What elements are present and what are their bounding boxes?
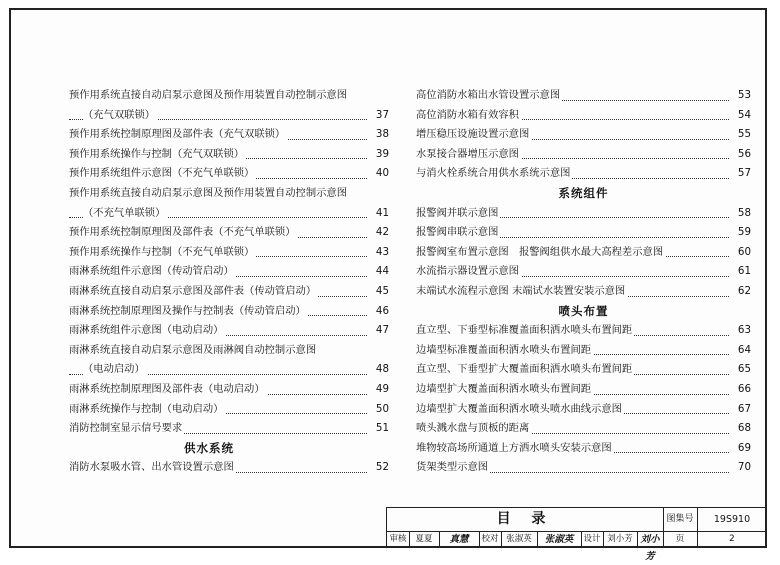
toc-entry[interactable]: [416, 321, 751, 341]
toc-entry-page: 38: [369, 125, 389, 145]
toc-entry-page: 39: [369, 145, 389, 165]
toc-entry[interactable]: [416, 400, 751, 420]
toc-entry-title: 消防控制室显示信号要求: [69, 422, 183, 435]
toc-entry[interactable]: [416, 223, 751, 243]
toc-entry-title: 水泵接合器增压示意图: [416, 147, 519, 160]
checker-signature: 张淑英: [537, 531, 582, 548]
toc-entry-title: 边墙型扩大覆盖面积洒水喷头喷水曲线示意图: [416, 402, 622, 415]
toc-entry[interactable]: [69, 106, 389, 126]
toc-entry-page: 42: [369, 223, 389, 243]
toc-entry[interactable]: [416, 106, 751, 126]
toc-entry[interactable]: [69, 341, 389, 361]
toc-entry-title: 雨淋系统直接自动启泵示意图及雨淋阀自动控制示意图: [69, 343, 317, 356]
toc-entry-page: 40: [369, 164, 389, 184]
toc-entry-page: 50: [369, 400, 389, 420]
toc-entry-title: （不充气单联锁）: [83, 206, 166, 219]
toc-entry-page: 44: [369, 262, 389, 282]
toc-entry-title: 雨淋系统组件示意图（电动启动）: [69, 324, 224, 337]
check-label: 校对: [479, 531, 502, 548]
toc-entry-page: 65: [731, 360, 751, 380]
checker-name: 张淑英: [501, 531, 538, 548]
toc-entry-page: 61: [731, 262, 751, 282]
toc-entry[interactable]: [69, 223, 389, 243]
title-block: [386, 507, 767, 562]
page-number: 2: [729, 534, 735, 544]
toc-entry-title: 雨淋系统操作与控制（电动启动）: [69, 402, 224, 415]
design-label: 设计: [581, 531, 604, 548]
toc-entry[interactable]: [69, 419, 389, 439]
toc-entry-title: 预作用系统直接自动启泵示意图及预作用装置自动控制示意图: [69, 89, 348, 101]
toc-entry-page: 41: [369, 204, 389, 224]
toc-entry-title: 堆物较高场所通道上方洒水喷头安装示意图: [416, 441, 612, 454]
toc-entry-title: 水流指示器设置示意图: [416, 265, 519, 278]
toc-entry-page: 47: [369, 321, 389, 341]
section-heading: 喷头布置: [558, 303, 609, 318]
toc-entry-title: 末端试水流程示意图 末端试水装置安装示意图: [416, 284, 626, 297]
toc-entry[interactable]: [69, 360, 389, 380]
toc-entry[interactable]: [69, 86, 389, 106]
toc-entry[interactable]: [69, 400, 389, 420]
toc-entry-page: 60: [731, 243, 751, 263]
toc-entry[interactable]: [69, 243, 389, 263]
toc-entry[interactable]: [416, 125, 751, 145]
toc-entry-page: 68: [731, 419, 751, 439]
toc-entry[interactable]: [416, 282, 751, 302]
toc-entry-page: 37: [369, 106, 389, 126]
atlas-number-label: 图集号: [663, 508, 698, 532]
toc-entry[interactable]: [416, 341, 751, 361]
toc-entry-title: 与消火栓系统合用供水系统示意图: [416, 167, 571, 180]
toc-entry-title: 消防水泵吸水管、出水管设置示意图: [69, 461, 234, 474]
toc-entry-page: 62: [731, 282, 751, 302]
toc-entry-title: 预作用系统操作与控制（不充气单联锁）: [69, 245, 255, 258]
page-label: 页: [663, 531, 698, 548]
toc-entry-title: 喷头溅水盘与顶板的距离: [416, 422, 530, 435]
toc-entry-title: 雨淋系统直接自动启泵示意图及部件表（传动管启动）: [69, 284, 317, 297]
toc-entry-title: 报警阀串联示意图: [416, 226, 499, 239]
atlas-number: 19S910: [697, 508, 767, 532]
toc-entry-page: 43: [369, 243, 389, 263]
toc-entry[interactable]: [69, 184, 389, 204]
drawing-sheet: [9, 8, 767, 562]
designer-signature: 刘小芳: [637, 531, 664, 548]
toc-entry-title: 货架类型示意图: [416, 461, 489, 474]
toc-right-column: [416, 86, 751, 478]
review-label: 审核: [387, 531, 410, 548]
toc-entry-title: 高位消防水箱有效容积: [416, 108, 519, 121]
toc-entry[interactable]: [416, 164, 751, 184]
toc-entry-page: 58: [731, 204, 751, 224]
toc-entry-page: 57: [731, 164, 751, 184]
toc-entry[interactable]: [69, 321, 389, 341]
toc-entry-title: （充气双联锁）: [83, 108, 156, 121]
toc-entry[interactable]: [69, 262, 389, 282]
toc-entry-title: 预作用系统直接自动启泵示意图及预作用装置自动控制示意图: [69, 186, 348, 199]
toc-entry-title: 预作用系统控制原理图及部件表（充气双联锁）: [69, 128, 286, 141]
toc-entry-page: 63: [731, 321, 751, 341]
toc-entry[interactable]: [416, 145, 751, 165]
toc-entry-page: 67: [731, 400, 751, 420]
toc-entry[interactable]: [416, 439, 751, 459]
toc-entry[interactable]: [69, 204, 389, 224]
section-heading: 供水系统: [184, 440, 234, 455]
toc-entry-title: 雨淋系统控制原理图及部件表（电动启动）: [69, 382, 265, 395]
toc-left-column: [69, 86, 389, 478]
toc-entry-title: 高位消防水箱出水管设置示意图: [416, 89, 561, 101]
toc-entry[interactable]: [416, 262, 751, 282]
toc-entry-title: 边墙型扩大覆盖面积洒水喷头布置间距: [416, 382, 592, 395]
toc-entry-page: 64: [731, 341, 751, 361]
toc-entry[interactable]: [69, 302, 389, 322]
reviewer-signature: 真慧: [439, 531, 480, 548]
title-block-title: 目 录: [387, 508, 664, 532]
toc-entry-page: 48: [369, 360, 389, 380]
toc-entry-title: 预作用系统控制原理图及部件表（不充气单联锁）: [69, 226, 296, 239]
toc-entry-page: 56: [731, 145, 751, 165]
toc-entry-title: 预作用系统操作与控制（充气双联锁）: [69, 147, 245, 160]
designer-name: 刘小芳: [603, 531, 638, 548]
toc-entry[interactable]: [69, 380, 389, 400]
toc-entry[interactable]: [69, 164, 389, 184]
toc-entry[interactable]: [416, 86, 751, 106]
toc-entry-title: 边墙型标准覆盖面积洒水喷头布置间距: [416, 343, 592, 356]
toc-entry[interactable]: [69, 145, 389, 165]
toc-entry-page: 55: [731, 125, 751, 145]
reviewer-name: 夏夏: [409, 531, 440, 548]
toc-entry-page: 49: [369, 380, 389, 400]
toc-entry[interactable]: [69, 282, 389, 302]
toc-entry-page: 51: [369, 419, 389, 439]
toc-entry-title: 雨淋系统控制原理图及操作与控制表（传动管启动）: [69, 304, 306, 317]
toc-entry-page: 59: [731, 223, 751, 243]
toc-entry[interactable]: [416, 360, 751, 380]
toc-entry[interactable]: [416, 419, 751, 439]
toc-entry-page: 52: [369, 458, 389, 478]
toc-entry-title: 增压稳压设施设置示意图: [416, 128, 530, 141]
toc-entry-page: 46: [369, 302, 389, 322]
section-heading: 系统组件: [558, 185, 609, 200]
toc-entry-title: 雨淋系统组件示意图（传动管启动）: [69, 265, 234, 278]
toc-entry[interactable]: [416, 458, 751, 478]
toc-entry-page: 54: [731, 106, 751, 126]
toc-entry-page: 66: [731, 380, 751, 400]
toc-entry-title: 直立型、下垂型扩大覆盖面积洒水喷头布置间距: [416, 363, 633, 376]
toc-entry[interactable]: [416, 204, 751, 224]
toc-entry[interactable]: [416, 243, 751, 263]
toc-entry-page: 45: [369, 282, 389, 302]
toc-entry[interactable]: [69, 125, 389, 145]
toc-entry-title: 直立型、下垂型标准覆盖面积洒水喷头布置间距: [416, 324, 633, 337]
toc-entry-page: 70: [731, 458, 751, 478]
toc-entry-title: 报警阀并联示意图: [416, 206, 499, 219]
toc-entry-page: 53: [731, 86, 751, 106]
toc-entry-title: （电动启动）: [83, 363, 145, 376]
toc-entry-title: 报警阀室布置示意图 报警阀组供水最大高程差示意图: [416, 245, 664, 258]
toc-entry-title: 预作用系统组件示意图（不充气单联锁）: [69, 167, 255, 180]
toc-entry[interactable]: [416, 380, 751, 400]
toc-entry-page: 69: [731, 439, 751, 459]
toc-entry[interactable]: [69, 458, 389, 478]
